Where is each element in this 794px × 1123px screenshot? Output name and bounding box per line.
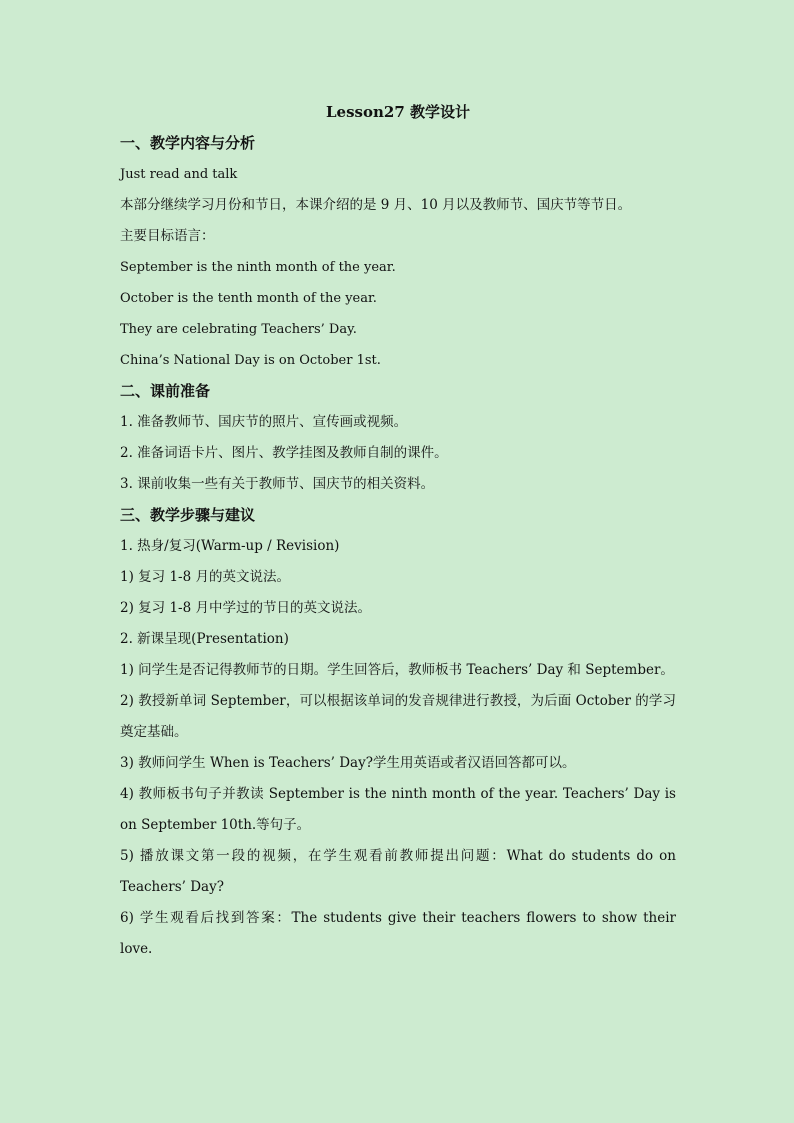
presentation-item: 6) 学生观看后找到答案：The students give their teachers flowers to show their love. bbox=[120, 910, 676, 957]
preparation-item: 2. 准备词语卡片、图片、教学挂图及教师自制的课件。 bbox=[120, 445, 448, 461]
step-label-warmup: 1. 热身/复习(Warm-up / Revision) bbox=[120, 538, 340, 554]
intro-paragraph: 本部分继续学习月份和节日，本课介绍的是 9 月、10 月以及教师节、国庆节等节日。 bbox=[120, 197, 632, 213]
target-sentence: October is the tenth month of the year. bbox=[120, 291, 377, 306]
step-label-presentation: 2. 新课呈现(Presentation) bbox=[120, 631, 289, 647]
section-subtitle: Just read and talk bbox=[120, 167, 238, 182]
preparation-item: 3. 课前收集一些有关于教师节、国庆节的相关资料。 bbox=[120, 476, 435, 492]
presentation-item: 4) 教师板书句子并教读 September is the ninth month of the year. Teachers’ Day is on September 10th.等句子。 bbox=[120, 786, 676, 833]
preparation-item: 1. 准备教师节、国庆节的照片、宣传画或视频。 bbox=[120, 414, 408, 430]
presentation-item: 2) 教授新单词 September，可以根据该单词的发音规律进行教授，为后面 October 的学习奠定基础。 bbox=[120, 693, 676, 740]
warmup-item: 2) 复习 1-8 月中学过的节日的英文说法。 bbox=[120, 600, 371, 616]
section-heading-preparation: 二、课前准备 bbox=[120, 382, 211, 400]
presentation-item: 5) 播放课文第一段的视频，在学生观看前教师提出问题：What do students do on Teachers’ Day? bbox=[120, 848, 676, 895]
warmup-item: 1) 复习 1-8 月的英文说法。 bbox=[120, 569, 290, 585]
section-heading-content-analysis: 一、教学内容与分析 bbox=[120, 134, 256, 152]
target-sentence: China’s National Day is on October 1st. bbox=[120, 353, 381, 368]
presentation-item: 3) 教师问学生 When is Teachers’ Day?学生用英语或者汉语回答都可以。 bbox=[120, 755, 576, 771]
document-content bbox=[120, 98, 676, 965]
document-title: Lesson27 教学设计 bbox=[326, 103, 470, 121]
target-sentence: They are celebrating Teachers’ Day. bbox=[120, 322, 357, 337]
section-heading-teaching-steps: 三、教学步骤与建议 bbox=[120, 506, 256, 524]
presentation-item: 1) 问学生是否记得教师节的日期。学生回答后，教师板书 Teachers’ Day 和 September。 bbox=[120, 662, 674, 678]
target-sentence: September is the ninth month of the year. bbox=[120, 260, 396, 275]
target-language-label: 主要目标语言： bbox=[120, 228, 215, 244]
